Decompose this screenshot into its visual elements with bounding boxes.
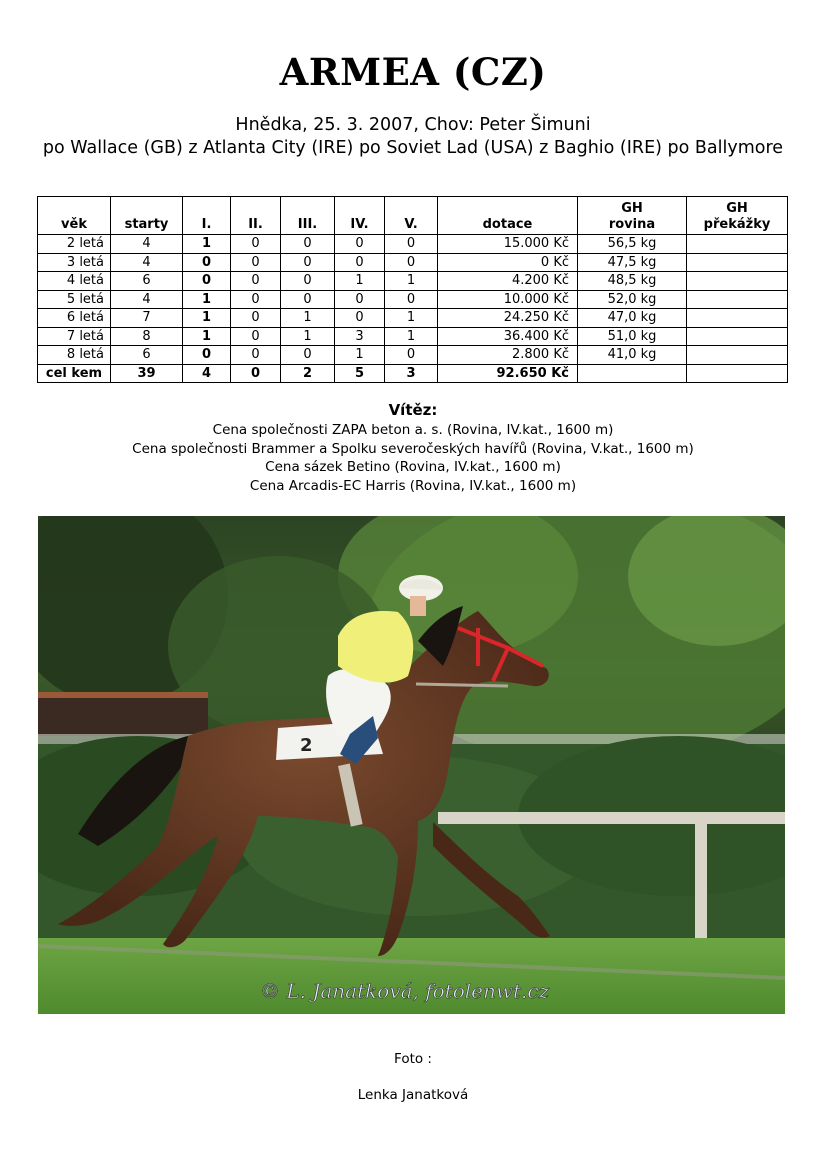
cell-second: 0 — [231, 272, 281, 291]
cell-handicap-flat: 51,0 kg — [578, 327, 687, 346]
cell-prize-money: 24.250 Kč — [438, 309, 578, 328]
cell-handicap-flat: 47,0 kg — [578, 309, 687, 328]
header-handicap-flat: GH rovina — [578, 197, 687, 235]
cell-age: 3 letá — [38, 253, 111, 272]
cell-first: 4 — [183, 364, 231, 383]
cell-third: 0 — [281, 235, 335, 254]
cell-fifth: 1 — [385, 272, 438, 291]
cell-starts: 6 — [111, 346, 183, 365]
cell-age: 2 letá — [38, 235, 111, 254]
cell-handicap-jumps — [687, 309, 788, 328]
cell-starts: 39 — [111, 364, 183, 383]
cell-age: 4 letá — [38, 272, 111, 291]
cell-handicap-jumps — [687, 235, 788, 254]
header-age: věk — [38, 197, 111, 235]
header-prize-money: dotace — [438, 197, 578, 235]
horse-race-photo — [38, 516, 785, 1014]
table-row — [38, 253, 788, 272]
cell-second: 0 — [231, 364, 281, 383]
cell-age: 6 letá — [38, 309, 111, 328]
saddle-number: 2 — [300, 735, 313, 756]
photo-watermark: © L. Janatková, fotolenwt.cz — [260, 979, 550, 1003]
cell-fifth: 0 — [385, 346, 438, 365]
cell-fifth: 1 — [385, 309, 438, 328]
cell-first: 0 — [183, 272, 231, 291]
cell-handicap-jumps — [687, 327, 788, 346]
cell-fourth: 5 — [335, 364, 385, 383]
cell-fifth: 3 — [385, 364, 438, 383]
winner-races-list — [0, 421, 826, 495]
cell-fifth: 0 — [385, 235, 438, 254]
winner-race: Cena společnosti ZAPA beton a. s. (Rovina, IV.kat., 1600 m) — [212, 422, 614, 438]
table-row — [38, 327, 788, 346]
horse-name-title: ARMEA (CZ) — [279, 50, 547, 94]
cell-prize-money: 15.000 Kč — [438, 235, 578, 254]
cell-second: 0 — [231, 290, 281, 309]
cell-handicap-jumps — [687, 290, 788, 309]
cell-prize-money: 36.400 Kč — [438, 327, 578, 346]
pedigree-line: po Wallace (GB) z Atlanta City (IRE) po Soviet Lad (USA) z Baghio (IRE) po Ballymore — [42, 138, 784, 158]
cell-handicap-flat: 56,5 kg — [578, 235, 687, 254]
cell-third: 1 — [281, 327, 335, 346]
cell-second: 0 — [231, 309, 281, 328]
cell-handicap-flat: 52,0 kg — [578, 290, 687, 309]
header-first: I. — [183, 197, 231, 235]
cell-fifth: 0 — [385, 290, 438, 309]
cell-age: 8 letá — [38, 346, 111, 365]
cell-fifth: 0 — [385, 253, 438, 272]
cell-age: cel kem — [38, 364, 111, 383]
table-row — [38, 309, 788, 328]
cell-starts: 4 — [111, 235, 183, 254]
winner-race: Cena sázek Betino (Rovina, IV.kat., 1600 m) — [265, 459, 561, 475]
cell-starts: 7 — [111, 309, 183, 328]
cell-second: 0 — [231, 327, 281, 346]
photo-credit-label: Foto : — [394, 1051, 432, 1067]
cell-fourth: 1 — [335, 346, 385, 365]
cell-handicap-flat: 41,0 kg — [578, 346, 687, 365]
table-row — [38, 346, 788, 365]
cell-prize-money: 10.000 Kč — [438, 290, 578, 309]
header-third: III. — [281, 197, 335, 235]
cell-age: 5 letá — [38, 290, 111, 309]
header-starts: starty — [111, 197, 183, 235]
wooden-rail — [438, 812, 785, 824]
cell-prize-money: 2.800 Kč — [438, 346, 578, 365]
cell-handicap-jumps — [687, 346, 788, 365]
cell-fourth: 0 — [335, 290, 385, 309]
cell-first: 1 — [183, 290, 231, 309]
cell-handicap-jumps — [687, 272, 788, 291]
cell-fourth: 1 — [335, 272, 385, 291]
cell-handicap-jumps — [687, 253, 788, 272]
cell-third: 0 — [281, 346, 335, 365]
cell-second: 0 — [231, 253, 281, 272]
cell-handicap-flat: 48,5 kg — [578, 272, 687, 291]
cell-third: 0 — [281, 253, 335, 272]
cell-prize-money: 4.200 Kč — [438, 272, 578, 291]
header-handicap-jumps: GH překážky — [687, 197, 788, 235]
header-fifth: V. — [385, 197, 438, 235]
table-row — [38, 290, 788, 309]
cell-starts: 8 — [111, 327, 183, 346]
cell-handicap-flat — [578, 364, 687, 383]
race-statistics-table — [37, 196, 788, 383]
cell-fifth: 1 — [385, 327, 438, 346]
cell-third: 2 — [281, 364, 335, 383]
cell-third: 1 — [281, 309, 335, 328]
table-total-row — [38, 364, 788, 383]
winner-heading: Vítěz: — [388, 401, 438, 419]
cell-first: 1 — [183, 309, 231, 328]
cell-age: 7 letá — [38, 327, 111, 346]
cell-prize-money: 92.650 Kč — [438, 364, 578, 383]
cell-fourth: 0 — [335, 309, 385, 328]
horse-info-line: Hnědka, 25. 3. 2007, Chov: Peter Šimuni — [235, 115, 591, 135]
cell-fourth: 3 — [335, 327, 385, 346]
cell-prize-money: 0 Kč — [438, 253, 578, 272]
cell-second: 0 — [231, 346, 281, 365]
table-row — [38, 272, 788, 291]
photographer-name: Lenka Janatková — [357, 1087, 469, 1103]
winner-race: Cena Arcadis-EC Harris (Rovina, IV.kat., 1600 m) — [249, 477, 577, 494]
table-header-row — [38, 197, 788, 235]
winner-race: Cena společnosti Brammer a Spolku severočeských havířů (Rovina, V.kat., 1600 m) — [132, 440, 694, 457]
cell-handicap-flat: 47,5 kg — [578, 253, 687, 272]
cell-starts: 4 — [111, 290, 183, 309]
cell-handicap-jumps — [687, 364, 788, 383]
header-second: II. — [231, 197, 281, 235]
cell-third: 0 — [281, 290, 335, 309]
cell-first: 0 — [183, 253, 231, 272]
cell-third: 0 — [281, 272, 335, 291]
cell-first: 1 — [183, 235, 231, 254]
cell-first: 1 — [183, 327, 231, 346]
cell-second: 0 — [231, 235, 281, 254]
table-row — [38, 235, 788, 254]
cell-first: 0 — [183, 346, 231, 365]
cell-fourth: 0 — [335, 253, 385, 272]
header-fourth: IV. — [335, 197, 385, 235]
cell-fourth: 0 — [335, 235, 385, 254]
cell-starts: 6 — [111, 272, 183, 291]
cell-starts: 4 — [111, 253, 183, 272]
